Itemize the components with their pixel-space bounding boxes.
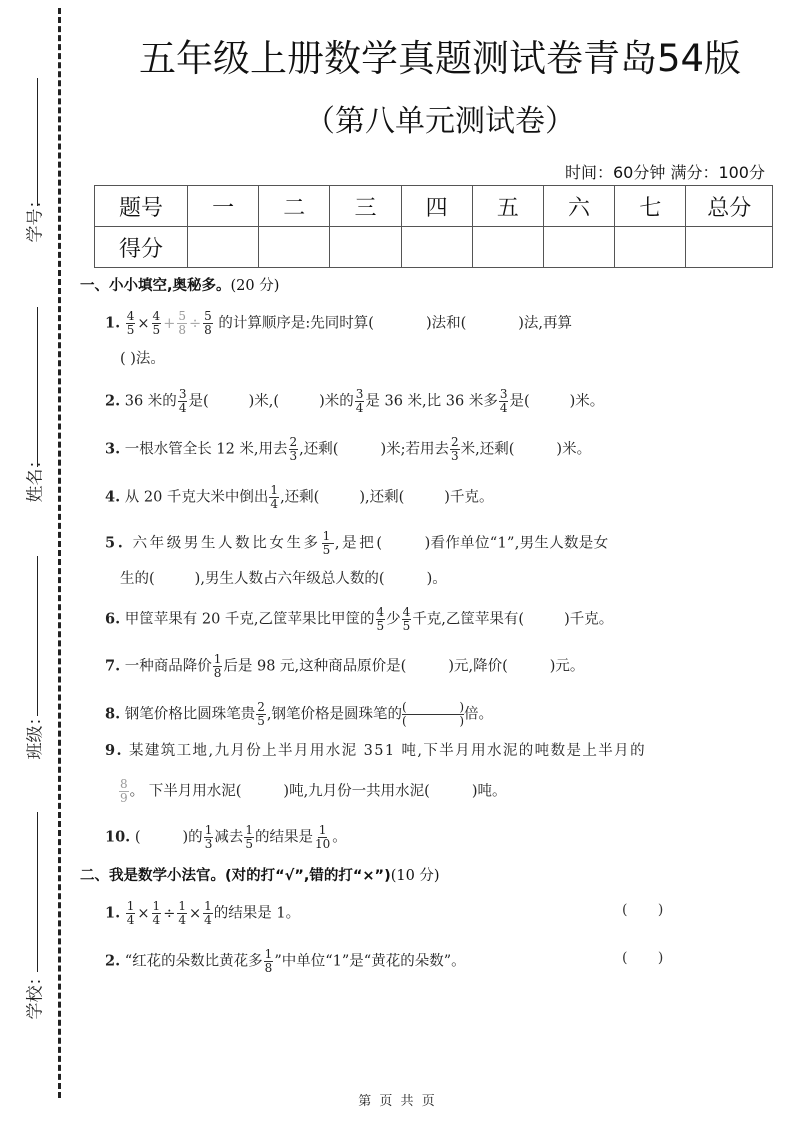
fraction: $\frac{4}{5}$ bbox=[152, 309, 161, 337]
fraction: $\frac{1}{4}$ bbox=[152, 899, 161, 927]
question-text: 倍。 bbox=[464, 706, 493, 723]
question-text: 某建筑工地,九月份上半月用水泥 351 吨,下半月用水泥的吨数是上半月的 bbox=[128, 743, 646, 759]
question-6 bbox=[105, 606, 613, 633]
question-text: 从 20 千克大米中倒出 bbox=[124, 489, 269, 506]
fraction: $\frac{1}{4}$ bbox=[126, 899, 135, 927]
score-table-header-row bbox=[95, 186, 773, 227]
question-text: 生的( bbox=[120, 571, 155, 587]
question-text: )法,再算 bbox=[518, 315, 573, 332]
question-text: ,还剩( bbox=[280, 489, 320, 506]
fraction: $\frac{1}{5}$ bbox=[322, 529, 333, 557]
question-10 bbox=[105, 824, 347, 851]
question-text: 少 bbox=[386, 611, 401, 628]
judge-answer-box[interactable]: ( ) bbox=[622, 902, 664, 918]
score-input-cell[interactable] bbox=[401, 227, 472, 268]
question-text: )千克。 bbox=[444, 489, 494, 506]
score-table-score-row bbox=[95, 227, 773, 268]
judge-question-1 bbox=[105, 900, 300, 927]
fraction: $\frac{2}{3}$ bbox=[289, 435, 298, 463]
question-text: )吨,九月份一共用水泥( bbox=[283, 783, 430, 800]
fraction: $\frac{5}{8}$ bbox=[204, 309, 212, 337]
question-number: 7. bbox=[105, 657, 121, 675]
table-cell: 三 bbox=[330, 186, 401, 227]
question-4 bbox=[105, 484, 493, 511]
judge-answer-box[interactable]: ( ) bbox=[622, 950, 664, 966]
question-text: 。 下半月用水泥( bbox=[129, 783, 242, 800]
question-text: )。 bbox=[426, 571, 447, 587]
question-text: ,是把( bbox=[334, 535, 385, 552]
section-1-heading bbox=[80, 274, 279, 295]
question-text: 后是 98 元,这种商品原价是( bbox=[223, 658, 407, 675]
fraction: $\frac{1}{4}$ bbox=[270, 483, 279, 511]
question-text: )千克。 bbox=[564, 611, 614, 628]
question-text: )米。 bbox=[556, 441, 592, 458]
question-number: 1. bbox=[105, 904, 121, 922]
question-text: 是 36 米,比 36 米多 bbox=[365, 393, 498, 410]
question-text: 六年级男生人数比女生多 bbox=[132, 535, 321, 552]
question-text: )吨。 bbox=[471, 783, 507, 800]
fraction: $\frac{8}{9}$ bbox=[120, 777, 128, 805]
table-cell: 总分 bbox=[686, 186, 773, 227]
question-text: 36 米的 bbox=[124, 393, 177, 410]
student-number-line[interactable] bbox=[37, 78, 38, 206]
school-label: 学校： bbox=[25, 968, 46, 1020]
question-text: ),男生人数占六年级总人数的( bbox=[194, 571, 385, 587]
question-text: 千克,乙筐苹果有( bbox=[412, 611, 525, 628]
question-text: )米。 bbox=[569, 393, 605, 410]
fraction: $\frac{3}{4}$ bbox=[355, 387, 364, 415]
question-number: 4. bbox=[105, 488, 121, 506]
question-text: 是( bbox=[509, 393, 530, 410]
table-cell: 一 bbox=[188, 186, 259, 227]
fraction: $\frac{3}{4}$ bbox=[178, 387, 187, 415]
table-cell: 二 bbox=[259, 186, 330, 227]
table-cell: 七 bbox=[615, 186, 686, 227]
fraction: $\frac{1}{8}$ bbox=[213, 652, 222, 680]
table-cell: 四 bbox=[401, 186, 472, 227]
question-text: )元。 bbox=[549, 658, 585, 675]
question-5 bbox=[105, 530, 608, 557]
question-1-line-2: ( )法。 bbox=[120, 351, 165, 367]
school-line[interactable] bbox=[37, 812, 38, 972]
question-number: 10. bbox=[105, 828, 131, 846]
question-9 bbox=[105, 740, 646, 762]
table-cell: 五 bbox=[472, 186, 543, 227]
name-line[interactable] bbox=[37, 307, 38, 467]
fraction: $\frac{1}{8}$ bbox=[264, 947, 273, 975]
operator: × bbox=[188, 905, 202, 922]
question-text: 的计算顺序是:先同时算( bbox=[218, 315, 374, 332]
question-text: 。 bbox=[332, 829, 347, 846]
question-number: 2. bbox=[105, 952, 121, 970]
question-text: ),还剩( bbox=[359, 489, 405, 506]
fraction: $\frac{4}{5}$ bbox=[402, 605, 411, 633]
fraction: $\frac{2}{3}$ bbox=[451, 435, 459, 463]
score-input-cell[interactable] bbox=[330, 227, 401, 268]
question-text: 一根水管全长 12 米,用去 bbox=[124, 441, 288, 458]
judge-question-2 bbox=[105, 948, 466, 975]
question-text: ,钢笔价格是圆珠笔的 bbox=[266, 706, 402, 723]
fraction: $\frac{4}{5}$ bbox=[126, 309, 135, 337]
question-text: ”中单位“1”是“黄花的朵数”。 bbox=[274, 953, 466, 970]
operator: + bbox=[163, 315, 176, 332]
question-number: 1. bbox=[105, 314, 121, 332]
question-number: 9. bbox=[105, 742, 123, 759]
fraction: $\frac{5}{8}$ bbox=[178, 309, 186, 337]
question-text: 减去 bbox=[214, 829, 244, 846]
cut-line bbox=[58, 8, 61, 1098]
section-points: (20 分) bbox=[230, 278, 280, 294]
question-text: )看作单位“1”,男生人数是女 bbox=[424, 535, 609, 552]
fraction: $\frac{4}{5}$ bbox=[376, 605, 385, 633]
page-title: 五年级上册数学真题测试卷青岛54版 bbox=[138, 37, 742, 80]
page-subtitle: （第八单元测试卷） bbox=[305, 104, 575, 139]
question-text: 一种商品降价 bbox=[124, 658, 212, 675]
score-table bbox=[94, 185, 773, 268]
question-text: )的 bbox=[182, 829, 203, 846]
score-input-cell[interactable] bbox=[259, 227, 330, 268]
exam-meta: 时间：60分钟 满分：100分 bbox=[565, 163, 765, 182]
question-text: 甲筐苹果有 20 千克,乙筐苹果比甲筐的 bbox=[124, 611, 375, 628]
fraction: $\frac{1}{4}$ bbox=[204, 899, 212, 927]
page-footer: 第 页 共 页 bbox=[358, 1094, 435, 1109]
question-3 bbox=[105, 436, 591, 463]
fraction: $\frac{1}{10}$ bbox=[314, 823, 331, 851]
question-2 bbox=[105, 388, 604, 415]
question-text: 的结果是 1。 bbox=[213, 905, 301, 922]
question-1 bbox=[105, 310, 572, 337]
section-title: 一、小小填空,奥秘多。 bbox=[80, 278, 231, 294]
question-text: 的结果是 bbox=[254, 829, 313, 846]
name-label: 姓名： bbox=[25, 451, 46, 503]
class-label: 班级： bbox=[25, 708, 46, 760]
operator: × bbox=[137, 905, 150, 922]
score-input-cell[interactable] bbox=[472, 227, 543, 268]
question-9-line-2 bbox=[118, 778, 507, 805]
question-text: 是( bbox=[188, 393, 209, 410]
question-text: ,还剩( bbox=[299, 441, 339, 458]
question-text: “红花的朵数比黄花多 bbox=[124, 953, 263, 970]
question-text: )米;若用去 bbox=[380, 441, 449, 458]
fraction: $\frac{1}{5}$ bbox=[245, 823, 253, 851]
table-cell: 得分 bbox=[95, 227, 188, 268]
question-5-line-2 bbox=[120, 568, 447, 590]
fraction: $\frac{1}{4}$ bbox=[178, 899, 186, 927]
operator: ÷ bbox=[188, 315, 202, 332]
student-number-label: 学号： bbox=[25, 191, 46, 243]
operator: ÷ bbox=[163, 905, 176, 922]
question-number: 6. bbox=[105, 610, 121, 628]
section-title: 二、我是数学小法官。(对的打“√”,错的打“×”) bbox=[80, 868, 391, 884]
section-2-heading bbox=[80, 864, 440, 885]
question-text: 钢笔价格比圆珠笔贵 bbox=[124, 706, 256, 723]
fraction-answer-blank[interactable]: ( ) ( ) bbox=[402, 700, 464, 728]
table-cell: 六 bbox=[543, 186, 614, 227]
fraction: $\frac{3}{4}$ bbox=[499, 387, 508, 415]
score-input-cell[interactable] bbox=[188, 227, 259, 268]
question-text: )法和( bbox=[425, 315, 467, 332]
fraction: $\frac{2}{5}$ bbox=[257, 700, 265, 728]
question-text: )米,( bbox=[248, 393, 280, 410]
fraction: $\frac{1}{3}$ bbox=[204, 823, 213, 851]
score-input-cell[interactable] bbox=[686, 227, 773, 268]
question-number: 8. bbox=[105, 705, 121, 723]
question-text: 米,还剩( bbox=[460, 441, 515, 458]
question-text: ( bbox=[134, 829, 141, 846]
question-number: 5. bbox=[105, 534, 126, 552]
operator: × bbox=[137, 315, 150, 332]
question-7 bbox=[105, 653, 584, 680]
section-points: (10 分) bbox=[390, 868, 440, 884]
question-number: 3. bbox=[105, 440, 121, 458]
class-line[interactable] bbox=[37, 556, 38, 716]
score-input-cell[interactable] bbox=[615, 227, 686, 268]
table-cell: 题号 bbox=[95, 186, 188, 227]
question-text: )元,降价( bbox=[448, 658, 508, 675]
question-number: 2. bbox=[105, 392, 121, 410]
score-input-cell[interactable] bbox=[543, 227, 614, 268]
question-8 bbox=[105, 701, 493, 728]
question-text: )米的 bbox=[319, 393, 354, 410]
